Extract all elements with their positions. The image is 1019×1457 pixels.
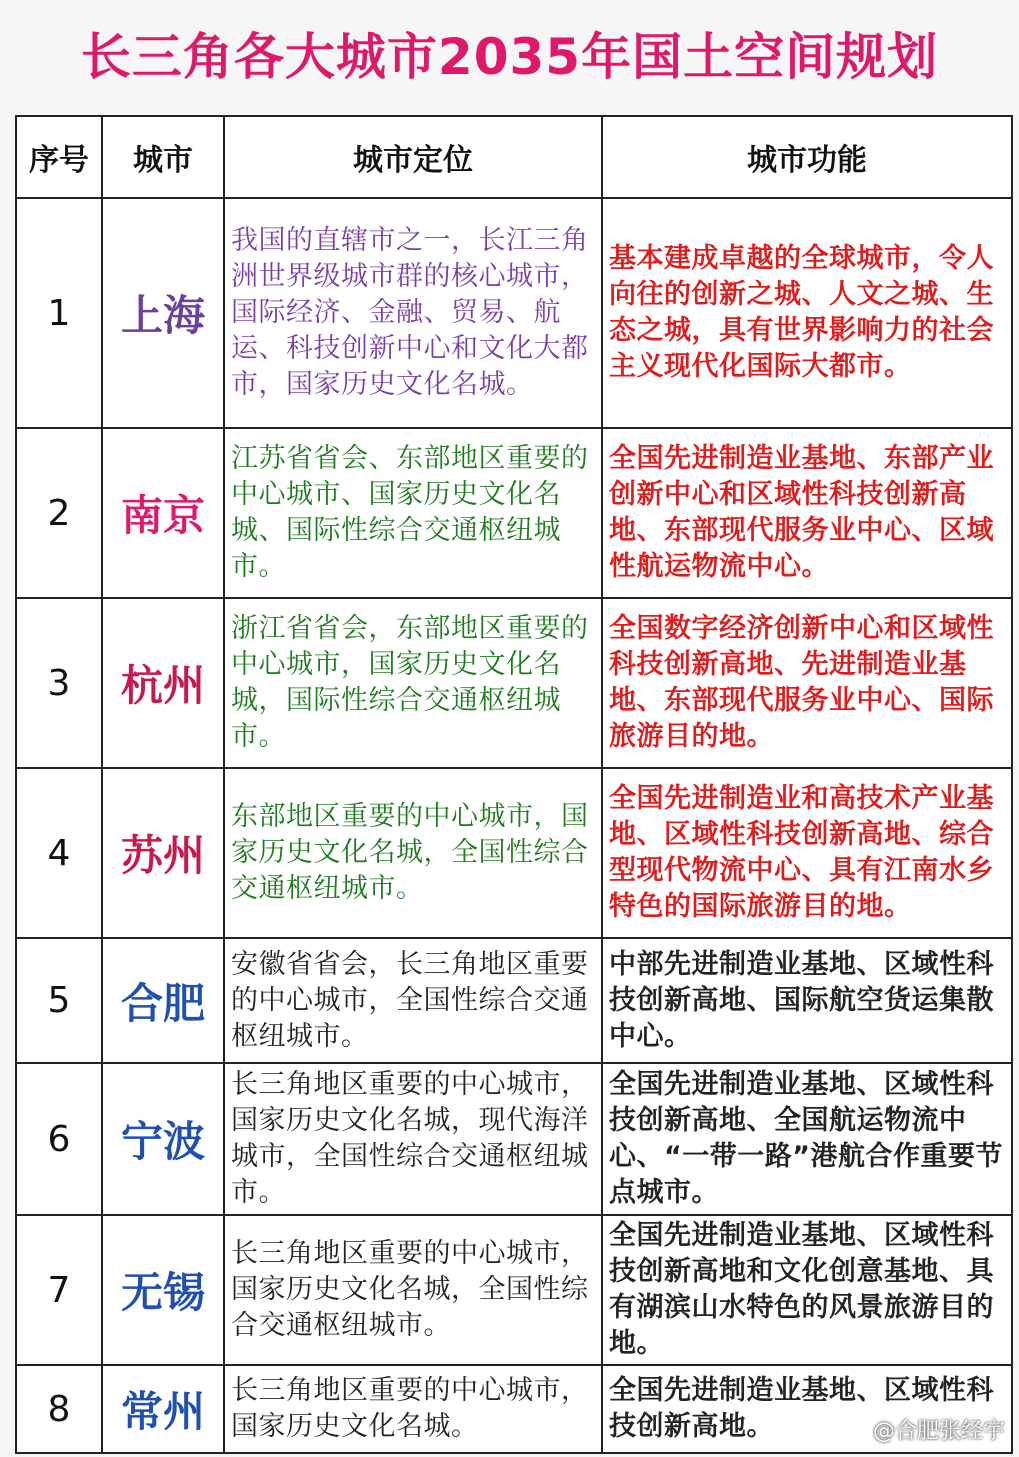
table-row [16,428,1012,598]
row-city: 上海 [102,198,224,428]
row-city: 苏州 [102,768,224,938]
page-title: 长三角各大城市2035年国土空间规划 [80,28,939,86]
row-function: 全国数字经济创新中心和区域性科技创新高地、先进制造业基地、东部现代服务业中心、国际旅游目的地。 [602,598,1012,768]
row-city: 无锡 [102,1215,224,1365]
row-city: 宁波 [102,1063,224,1215]
row-positioning: 安徽省省会，长三角地区重要的中心城市，全国性综合交通枢纽城市。 [224,938,602,1063]
header-row [16,116,1012,198]
row-index: 2 [16,428,102,598]
row-positioning: 我国的直辖市之一，长江三角洲世界级城市群的核心城市，国际经济、金融、贸易、航运、科技创新中心和文化大都市，国家历史文化名城。 [224,198,602,428]
row-index: 4 [16,768,102,938]
planning-table [15,115,1013,1454]
row-function: 全国先进制造业和高技术产业基地、区域性科技创新高地、综合型现代物流中心、具有江南水乡特色的国际旅游目的地。 [602,768,1012,938]
row-city: 杭州 [102,598,224,768]
row-function: 全国先进制造业基地、区域性科技创新高地、全国航运物流中心、“一带一路”港航合作重要节点城市。 [602,1063,1012,1215]
table-row [16,938,1012,1063]
row-index: 5 [16,938,102,1063]
header-index: 序号 [16,116,102,198]
table-row [16,1063,1012,1215]
row-index: 3 [16,598,102,768]
table-row [16,198,1012,428]
row-function: 全国先进制造业基地、区域性科技创新高地。 [602,1365,1012,1453]
row-function: 中部先进制造业基地、区域性科技创新高地、国际航空货运集散中心。 [602,938,1012,1063]
table-row [16,598,1012,768]
row-function: 全国先进制造业基地、东部产业创新中心和区域性科技创新高地、东部现代服务业中心、区域性航运物流中心。 [602,428,1012,598]
table-row [16,1365,1012,1453]
row-function: 全国先进制造业基地、区域性科技创新高地和文化创意基地、具有湖滨山水特色的风景旅游目的地。 [602,1215,1012,1365]
row-index: 1 [16,198,102,428]
watermark: @合肥张经宇 [872,1419,1005,1444]
row-positioning: 长三角地区重要的中心城市，国家历史文化名城，全国性综合交通枢纽城市。 [224,1215,602,1365]
row-positioning: 江苏省省会、东部地区重要的中心城市、国家历史文化名城、国际性综合交通枢纽城市。 [224,428,602,598]
row-city: 南京 [102,428,224,598]
row-city: 合肥 [102,938,224,1063]
row-positioning: 长三角地区重要的中心城市，国家历史文化名城，现代海洋城市，全国性综合交通枢纽城市。 [224,1063,602,1215]
row-city: 常州 [102,1365,224,1453]
row-function: 基本建成卓越的全球城市，令人向往的创新之城、人文之城、生态之城，具有世界影响力的社会主义现代化国际大都市。 [602,198,1012,428]
row-positioning: 东部地区重要的中心城市，国家历史文化名城，全国性综合交通枢纽城市。 [224,768,602,938]
row-index: 6 [16,1063,102,1215]
table-row [16,1215,1012,1365]
row-index: 7 [16,1215,102,1365]
header-positioning: 城市定位 [224,116,602,198]
row-positioning: 长三角地区重要的中心城市，国家历史文化名城。 [224,1365,602,1453]
header-function: 城市功能 [602,116,1012,198]
row-index: 8 [16,1365,102,1453]
table-row [16,768,1012,938]
header-city: 城市 [102,116,224,198]
row-positioning: 浙江省省会，东部地区重要的中心城市，国家历史文化名城，国际性综合交通枢纽城市。 [224,598,602,768]
